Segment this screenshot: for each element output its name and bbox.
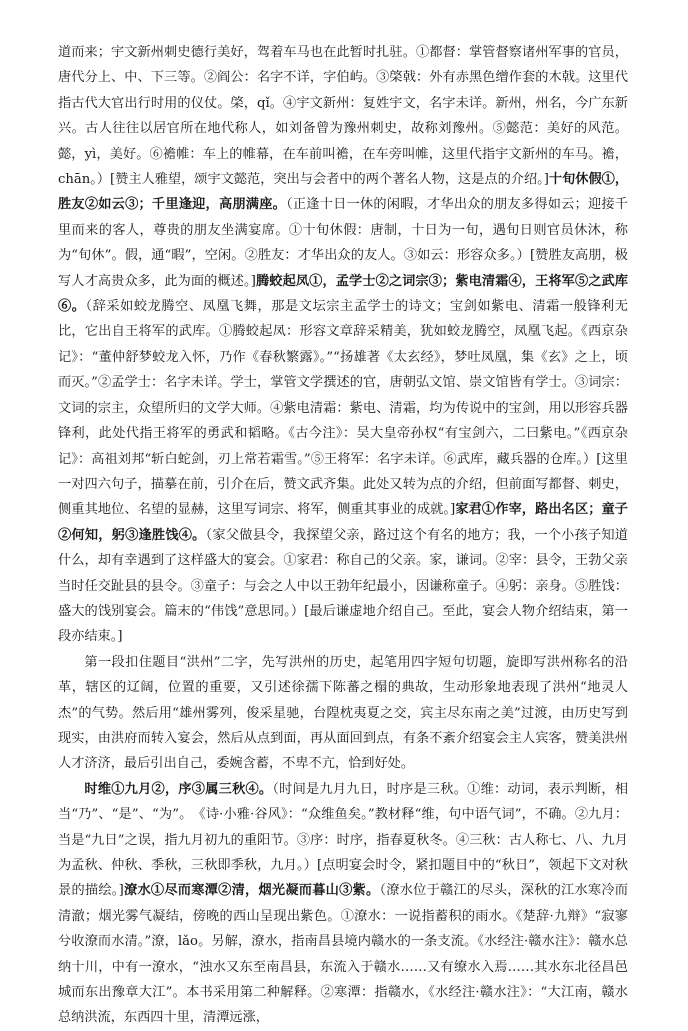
paragraph-summary	[58, 650, 628, 777]
text-run: （正逢十日一休的闲暇，才华出众的朋友多得如云；迎接千里而来的客人，尊贵的朋友坐满宴席。①十旬休假：唐制，十日为一旬，遇旬日则官员休沐，称为“旬休”。假，通“暇”，空闲。②胜友：才华出众的友人。③如云：形容众多。）[赞胜友高朋，极写人才高贵众多，此为面的概述。]	[58, 197, 628, 289]
paragraph-annotation-2	[58, 777, 628, 1031]
text-run: （潦水位于赣江的尽头，深秋的江水寒冷而清澈；烟光雾气凝结，傍晚的西山呈现出紫色。①潦水：一说指蓄积的雨水。《楚辞·九辩》“寂寥兮收潦而水清。”潦，lǎo。另解，潦水，指南昌县境内赣水的一条支流。《水经注·赣水注》：赣水总纳十川，中有一潦水，“浊水又东至南昌县，东流入于赣水……又有缭水入焉……其水东北径昌邑城而东出豫章大江”。本书采用第二种解释。②寒潭：指赣水，《水经注·赣水注》：“大江南，赣水总纳洪流，东西四十里，清潭远涨，	[58, 883, 628, 1026]
text-run: （时间是九月九日，时序是三秋。①维：动词，表示判断，相当“乃”、“是”、“为”。 《诗·小雅·谷风》：“众维鱼矣。”教材释“维，句中语气词”，不确。②九月：当是“九日”之误，指九月初九的重阳节。③序：时序，指春夏秋冬。④三秋：古人称七、八、九月为孟秋、仲秋、季秋，三秋即季秋，九月。）[点明宴会时令，紧扣题目中的“秋日”，领起下文对秋景的描绘。]	[58, 781, 629, 899]
text-run: 道而来；宇文新州刺史德行美好，驾着车马也在此暂时扎驻。①都督：掌管督察诸州军事的官员，唐代分上、中、下三等。②阎公：名字不详，字伯屿。③棨戟：外有赤黑色缯作套的木戟。这里代指古代大官出行时用的仪仗。棨，qǐ。④宇文新州：复姓宇文，名字未详。新州，州名，今广东新兴。古人往往以居官所在地代称人，如刘备曾为豫州刺史，故称刘豫州。⑤懿范：美好的风范。懿，yì，美好。⑥襜帷：车上的帷幕，在车前叫襜，在车旁叫帷，这里代指宇文新州的车马。襜，chān。）[赞主人雅望，颂宇文懿范，突出与会者中的两个著名人物，这是点的介绍。]	[58, 45, 628, 188]
paragraph-annotation-1	[58, 40, 628, 650]
text-run: （家父做县令，我探望父亲，路过这个有名的地方；我，一个小孩子知道什么，却有幸遇到了这样盛大的宴会。①家君：称自己的父亲。家，谦词。②宰：县令，王勃父亲当时任交趾县的县令。③童子：与会之人中以王勃年纪最小，因谦称童子。④躬：亲身。⑤胜饯：盛大的饯别宴会。篇末的“伟饯”意思同。）[最后谦虚地介绍自己。至此，宴会人物介绍结束，第一段亦结束。]	[58, 527, 628, 645]
bold-run: 潦水①尽而寒潭②清，烟光凝而暮山③紫。	[123, 883, 380, 899]
text-run: （辞采如蛟龙腾空、凤凰飞舞，那是文坛宗主孟学士的诗文；宝剑如紫电、清霜一般锋利无比，它出自王将军的武库。①腾蛟起凤：形容文章辞采精美，犹如蛟龙腾空，凤凰飞起。《西京杂记》：“董仲舒梦蛟龙入怀，乃作《春秋繁露》。”“扬雄著《太玄经》，梦吐凤凰，集《玄》之上，顷而灭。”②孟学士：名字未详。学士，掌管文学撰述的官，唐朝弘文馆、崇文馆皆有学士。③词宗：文词的宗主，众望所归的文学大师。④紫电清霜：紫电、清霜，均为传说中的宝剑，用以形容兵器锋利，此处代指王将军的勇武和韬略。《古今注》：吴大皇帝孙权“有宝剑六，二曰紫电。”《西京杂记》：高祖刘邦“斩白蛇剑，刃上常若霜雪。”⑤王将军：名字未详。⑥武库，藏兵器的仓库。）[这里一对四六句子，描摹在前，引介在后，赞文武齐集。此处又转为点的介绍，但前面写都督、刺史，侧重其地位、名望的显赫，这里写词宗、将军，侧重其事业的成就。]	[58, 299, 628, 518]
bold-run: 时维①九月②，序③属三秋④。	[84, 781, 273, 797]
text-run: 第一段扣住题目“洪州”二字，先写洪州的历史，起笔用四字短句切题，旋即写洪州称名的沿革，辖区的辽阔，位置的重要，又引述徐孺下陈蕃之榻的典故，生动形象地表现了洪州“地灵人杰”的气势。然后用“雄州雾列，俊采星驰，台隍枕夷夏之交，宾主尽东南之美”过渡，由历史写到现实，由洪府而转入宴会，然后从点到面，再从面回到点，有条不紊介绍宴会主人宾客，赞美洪州人才济济，最后引出自己，委婉含蓄，不卑不亢，恰到好处。	[58, 654, 628, 772]
bold-run: 家君①作宰，路出名区；童子②何知，躬③逢胜饯④。	[58, 502, 628, 543]
bold-run: 十旬休假①，胜友②如云③；千里逢迎，高朋满座。	[58, 172, 629, 213]
bold-run: 腾蛟起凤①，孟学士②之词宗③；紫电清霜④，王将军⑤之武库⑥。	[58, 273, 628, 315]
